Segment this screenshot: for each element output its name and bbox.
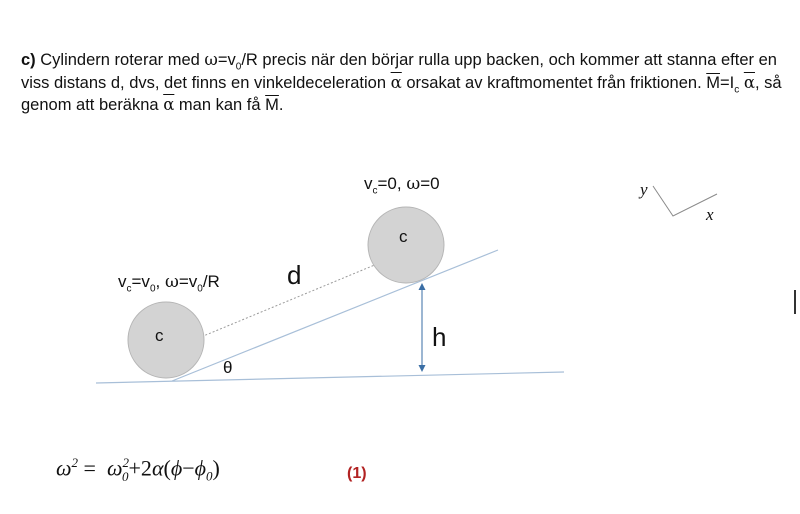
height-label: h	[432, 322, 447, 352]
cylinder-top-label: c	[399, 227, 408, 246]
cylinder-bottom-label: c	[155, 326, 164, 345]
angle-theta-label: θ	[223, 358, 233, 377]
equation-number: (1)	[347, 465, 367, 482]
y-axis-label: y	[640, 180, 648, 199]
x-axis-label: x	[706, 205, 714, 224]
height-arrow-bottom-head	[419, 365, 426, 372]
alpha-bar: $\overline{\alpha}$	[390, 72, 402, 92]
top-state-label: $v_c=0$, ω=0	[364, 174, 440, 197]
height-arrow-top-head	[419, 283, 426, 290]
angular-kinematics-equation: $\omega^2 = \omega^2_0+2\alpha(\phi-\phi_0)$	[56, 455, 220, 484]
distance-label: d	[287, 260, 302, 290]
scrollbar[interactable]	[794, 290, 796, 314]
problem-text: c) Cylindern roterar med $\omega=v_0/R$ precis när den börjar rulla upp backen, och kommer att stanna efter en viss distans d, dvs, det finns en vinkeldeceleration $\overline{\alpha}$ orsakat av kraftmomentet från friktionen. $\overline{M}=I_c$ $\overline{\alpha}$, så genom att beräkna $\overline{\alpha}$ man kan få $\overline{M}$.	[21, 50, 782, 114]
part-label: c)	[21, 51, 36, 69]
cylinder-bottom	[128, 302, 204, 378]
moment-bar: $\overline{M}$	[706, 73, 720, 92]
incline-line	[172, 250, 498, 381]
bottom-state-label: $v_c=v_0$, $\omega=v_0/R$	[118, 272, 220, 295]
